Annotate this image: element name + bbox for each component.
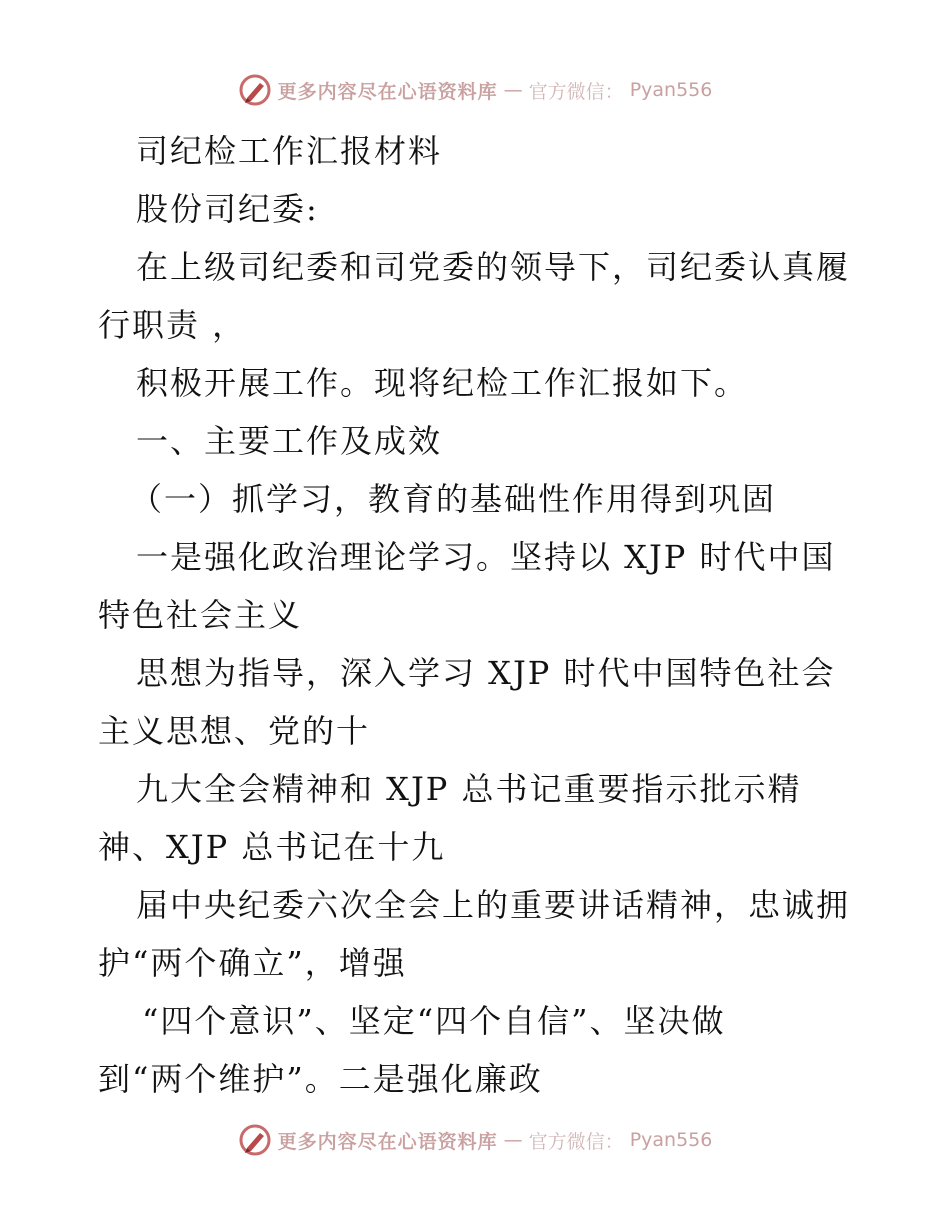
document-title: 司纪检工作汇报材料 bbox=[136, 132, 443, 170]
watermark-sub-text: 官方微信： bbox=[528, 80, 624, 103]
watermark-sub-text: 官方微信： bbox=[528, 1130, 624, 1153]
header-watermark bbox=[0, 70, 950, 110]
paragraph-line: 主义思想、党的十 bbox=[98, 712, 371, 750]
paragraph-line: 护“两个确立”，增强 bbox=[98, 944, 407, 982]
paragraph-line: 积极开展工作。现将纪检工作汇报如下。 bbox=[136, 364, 749, 402]
paragraph-line: 到“两个维护”。二是强化廉政 bbox=[98, 1060, 543, 1098]
subsection-heading: （一）抓学习，教育的基础性作用得到巩固 bbox=[130, 480, 777, 518]
paragraph-line: 在上级司纪委和司党委的领导下，司纪委认真履 bbox=[136, 248, 851, 286]
watermark-separator: — bbox=[503, 79, 523, 101]
footer-watermark bbox=[0, 1120, 950, 1160]
watermark-separator: — bbox=[503, 1129, 523, 1151]
watermark-wechat-id: Pyan556 bbox=[629, 79, 713, 101]
paragraph-line: 九大全会精神和 XJP 总书记重要指示批示精 bbox=[136, 770, 802, 808]
paragraph-line: 届中央纪委六次全会上的重要讲话精神，忠诚拥 bbox=[136, 886, 851, 924]
paragraph-line: 一是强化政治理论学习。坚持以 XJP 时代中国 bbox=[136, 538, 836, 576]
watermark-main-text: 更多内容尽在心语资料库 bbox=[277, 1130, 498, 1153]
watermark-main-text: 更多内容尽在心语资料库 bbox=[277, 80, 498, 103]
paragraph-line: “四个意识”、坚定“四个自信”、坚决做 bbox=[142, 1002, 726, 1040]
pen-logo-icon bbox=[238, 73, 272, 107]
document-body bbox=[98, 122, 878, 1108]
pen-logo-icon bbox=[238, 1123, 272, 1157]
document-addressee: 股份司纪委: bbox=[136, 190, 319, 228]
watermark-wechat-id: Pyan556 bbox=[629, 1129, 713, 1151]
paragraph-line: 神、XJP 总书记在十九 bbox=[98, 828, 446, 866]
paragraph-line: 特色社会主义 bbox=[98, 596, 303, 634]
section-heading: 一、主要工作及成效 bbox=[136, 422, 443, 460]
paragraph-line: 行职责 ， bbox=[98, 306, 247, 344]
paragraph-line: 思想为指导，深入学习 XJP 时代中国特色社会 bbox=[136, 654, 836, 692]
